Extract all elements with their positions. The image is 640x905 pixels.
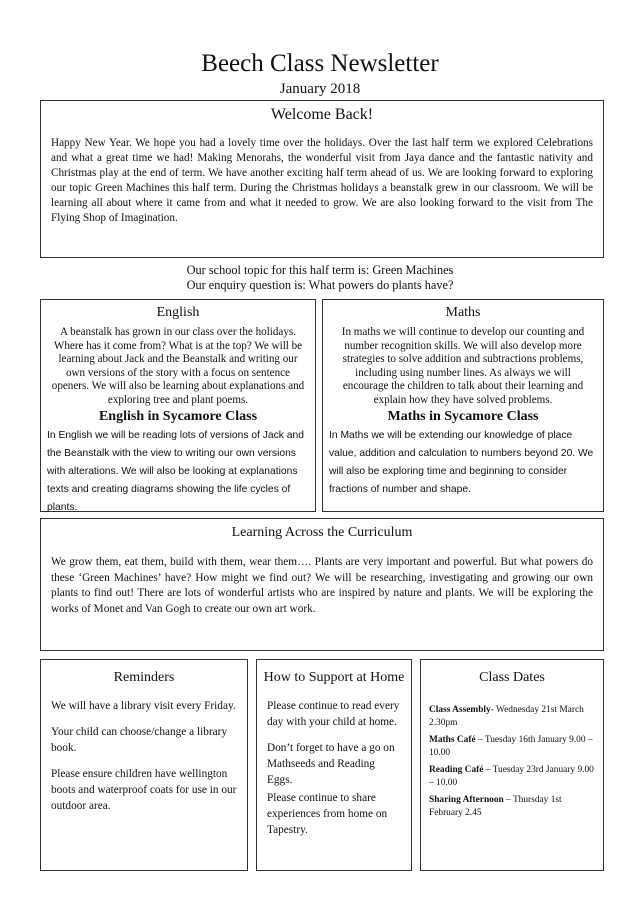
newsletter-date: January 2018 <box>279 81 361 97</box>
date-when: - Wednesday 21st March 2.30pm <box>429 705 584 728</box>
newsletter-title: Beech Class Newsletter <box>201 50 439 77</box>
welcome-section <box>40 100 604 258</box>
support-item: Please continue to share experiences from home on Tapestry. <box>267 792 388 836</box>
date-event: Reading Café <box>429 765 484 775</box>
class-dates-heading: Class Dates <box>479 670 545 685</box>
english-text: A beanstalk has grown in our class over the holidays. Where has it come from? What is at the top? We will be learning about Jack and the Beanstalk and writing our own versions of the story with a focus on sentence openers. We will also be learning about explanations and exploring tree and plant poems. <box>51 326 305 406</box>
date-when: – Tuesday 23rd January 9.00 – 10.00 <box>429 765 594 788</box>
support-section <box>256 659 412 871</box>
enquiry-question: Our enquiry question is: What powers do plants have? <box>186 278 454 292</box>
curriculum-heading: Learning Across the Curriculum <box>231 525 413 540</box>
date-event: Class Assembly <box>429 705 491 715</box>
support-heading: How to Support at Home <box>263 670 405 685</box>
english-section <box>40 299 316 512</box>
reminder-item: Please ensure children have wellington boots and waterproof coats for use in our outdoor area. <box>51 768 237 812</box>
reminders-section <box>40 659 248 871</box>
english-sycamore-text: In English we will be reading lots of versions of Jack and the Beanstalk with the view to writing our own versions with alterations. We will also be looking at explanations texts and creating diagrams showing the life cycles of plants. <box>47 430 304 513</box>
maths-sycamore-heading: Maths in Sycamore Class <box>387 409 539 424</box>
english-heading: English <box>156 305 200 320</box>
support-item: Please continue to read every day with your child at home. <box>267 700 400 728</box>
maths-sycamore-text: In Maths we will be extending our knowledge of place value, addition and calculation to numbers beyond 20. We will also be exploring time and beginning to consider fractions of number and shape. <box>329 430 594 495</box>
welcome-text: Happy New Year. We hope you had a lovely time over the holidays. Over the last half term we explored Celebrations and what a great time we had! Making Menorahs, the wonderful visit from Jaya dance and the fantastic nativity and Christmas play at the end of term. We have another exciting half term ahead of us. We are looking forward to exploring our topic Green Machines this half term. During the Christmas holidays a beanstalk grew in our classroom. We will be learning all about where it came from and what it needed to grow. We are also looking forward to the visit from The Flying Shop of Imagination. <box>51 137 593 224</box>
topic-info <box>0 263 640 293</box>
date-when: – Thursday 1st February 2.45 <box>429 795 562 818</box>
date-item <box>429 794 595 820</box>
welcome-heading: Welcome Back! <box>270 106 374 123</box>
reminder-item: We will have a library visit every Friday. <box>51 700 236 712</box>
support-item: Don’t forget to have a go on Mathseeds and Reading Eggs. <box>267 742 395 786</box>
date-event: Maths Café <box>429 735 476 745</box>
maths-heading: Maths <box>445 305 481 320</box>
date-when: – Tuesday 16th January 9.00 – 10.00 <box>429 735 593 758</box>
date-event: Sharing Afternoon <box>429 795 504 805</box>
curriculum-text: We grow them, eat them, build with them, wear them…. Plants are very important and powerful. But what powers do these ‘Green Machines’ have? How might we find out? We will be researching, investigating and growing our own plants to find out! There are lots of wonderful artists who are inspired by nature and plants. We will be exploring the works of Monet and Van Gogh to create our own art work. <box>51 556 593 615</box>
maths-text: In maths we will continue to develop our counting and number recognition skills. We will also develop more strategies to solve addition and subtractions problems, including using number lines. As always we will encourage the children to talk about their learning and explain how they have solved problems. <box>341 326 585 406</box>
topic-line: Our school topic for this half term is: Green Machines <box>186 263 454 277</box>
maths-section <box>322 299 604 512</box>
class-dates-section <box>420 659 604 871</box>
date-item <box>429 704 595 730</box>
date-item <box>429 734 595 760</box>
reminders-heading: Reminders <box>113 670 175 685</box>
date-item <box>429 764 595 790</box>
english-sycamore-heading: English in Sycamore Class <box>98 409 258 424</box>
reminder-item: Your child can choose/change a library book. <box>51 726 228 754</box>
curriculum-section <box>40 518 604 651</box>
